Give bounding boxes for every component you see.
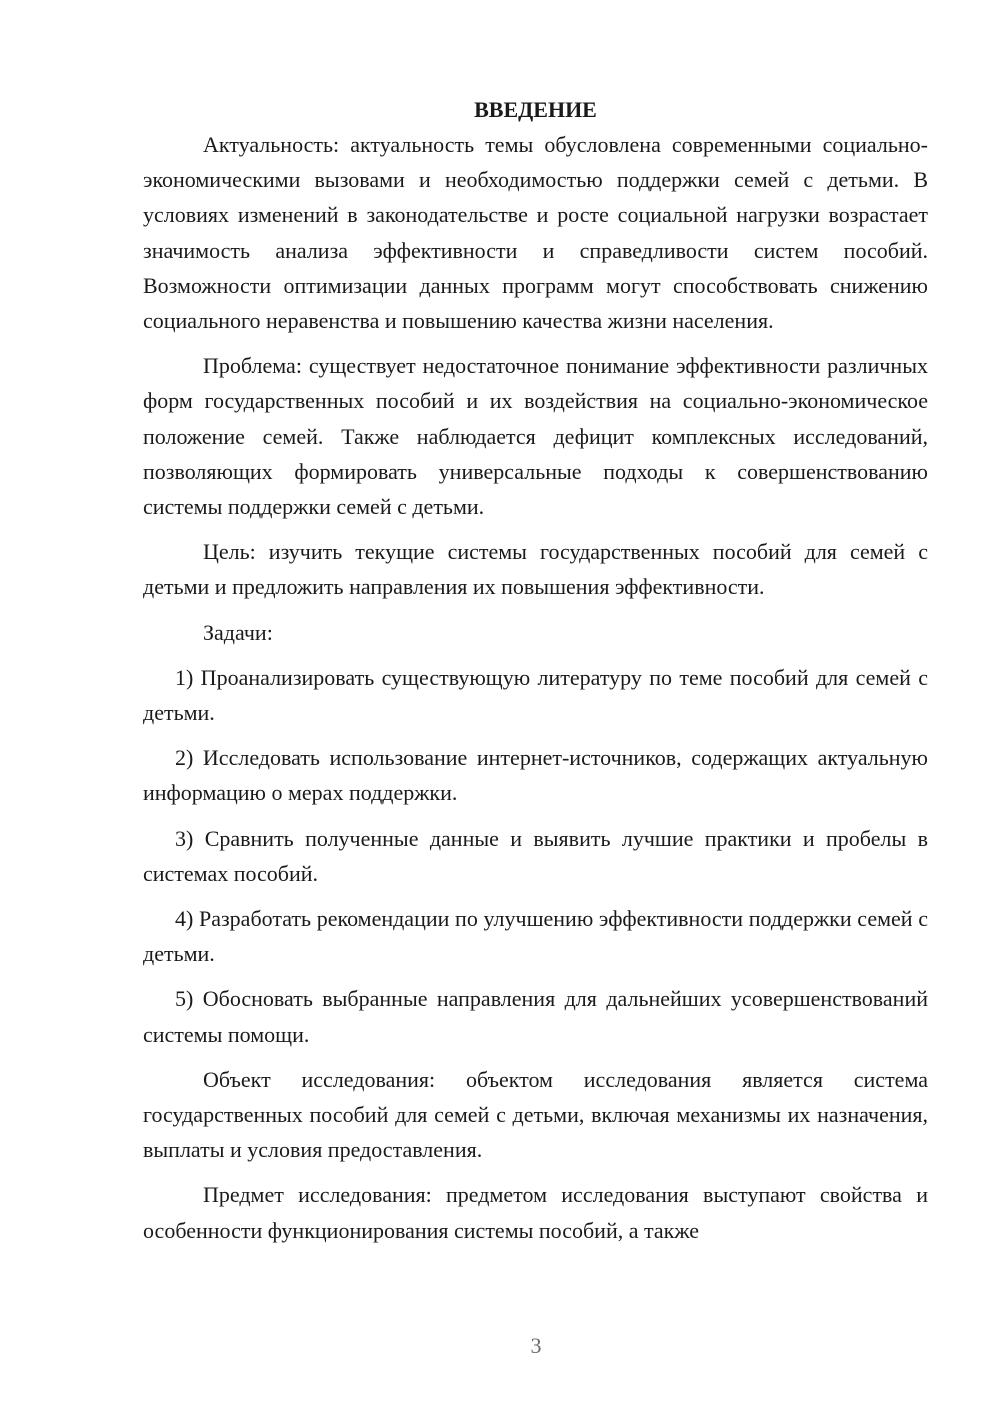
task-item-2: 2) Исследовать использование интернет-источников, содержащих актуальную информацию о мерах поддержки.: [143, 745, 928, 806]
paragraph-problem: Проблема: существует недостаточное понимание эффективности различных форм государственных пособий и их воздействия на социально-экономическое положение семей. Также наблюдается дефицит комплексных исследований, позволяющих формировать универсальные подходы к совершенствованию системы поддержки семей с детьми.: [143, 353, 928, 520]
tasks-title: Задачи:: [203, 619, 273, 645]
task-item-3: 3) Сравнить полученные данные и выявить лучшие практики и пробелы в системах пособий.: [143, 825, 928, 886]
task-item-1: 1) Проанализировать существующую литературу по теме пособий для семей с детьми.: [143, 664, 928, 726]
task-item-5: 5) Обосновать выбранные направления для дальнейших усовершенствований системы помощи.: [143, 986, 928, 1047]
paragraph-goal: Цель: изучить текущие системы государственных пособий для семей с детьми и предложить направления их повышения эффективности.: [143, 539, 928, 600]
paragraph-relevance: Актуальность: актуальность темы обусловлена современными социально-экономическими вызовами и необходимостью поддержки семей с детьми. В условиях изменений в законодательстве и росте социальной нагрузки возрастает значимость анализа эффективности и справедливости систем пособий. Возможности оптимизации данных программ могут способствовать снижению социального неравенства и повышению качества жизни населения.: [143, 132, 928, 334]
task-item-4: 4) Разработать рекомендации по улучшению эффективности поддержки семей с детьми.: [143, 906, 928, 967]
paragraph-object: Объект исследования: объектом исследования является система государственных пособий для семей с детьми, включая механизмы их назначения, выплаты и условия предоставления.: [143, 1066, 928, 1163]
page-content: [143, 92, 928, 1258]
page-number: 3: [530, 1333, 542, 1358]
section-heading: ВВЕДЕНИЕ: [474, 97, 597, 122]
paragraph-subject: Предмет исследования: предметом исследования выступают свойства и особенности функционирования системы пособий, а также: [143, 1182, 928, 1243]
